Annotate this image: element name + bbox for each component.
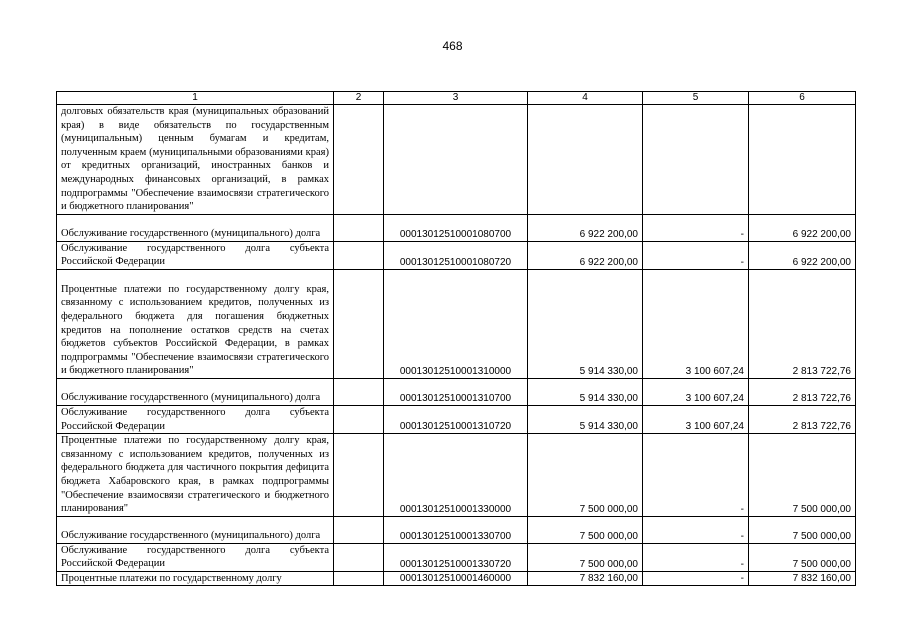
row-description: Обслуживание государственного (муниципального) долга <box>57 516 334 543</box>
table-row <box>57 214 856 241</box>
row-col2 <box>334 105 384 215</box>
table-row <box>57 378 856 405</box>
row-col4: 6 922 200,00 <box>528 241 643 269</box>
row-description: долговых обязательств края (муниципальных образований края) в виде обязательств по государственным (муниципальным) ценным бумагам и кредитам, полученным краем (муниципальными образованиями края) от кредитных организаций, иностранных банков и международных финансовых организаций, в рамках подпрограммы "Обеспечение взаимосвязи стратегического и бюджетного планирования" <box>57 105 334 215</box>
row-col4 <box>528 105 643 215</box>
budget-table <box>56 91 856 586</box>
row-col5: - <box>643 241 749 269</box>
row-col2 <box>334 241 384 269</box>
row-description: Процентные платежи по государственному долгу края, связанному с использованием кредитов, полученных из федерального бюджета для частичного покрытия дефицита бюджета Хабаровского края, в рамках подпрограммы "Обеспечение взаимосвязи стратегического и бюджетного планирования" <box>57 434 334 517</box>
row-col4: 7 500 000,00 <box>528 516 643 543</box>
row-col6: 6 922 200,00 <box>749 214 856 241</box>
table-row <box>57 269 856 378</box>
row-col2 <box>334 434 384 517</box>
row-code: 00013012510001310720 <box>384 405 528 433</box>
column-header-6: 6 <box>749 92 856 105</box>
row-col6 <box>749 105 856 215</box>
table-row <box>57 434 856 517</box>
row-col5: - <box>643 543 749 571</box>
row-code: 00013012510001080700 <box>384 214 528 241</box>
row-col6: 2 813 722,76 <box>749 405 856 433</box>
page-number: 468 <box>442 39 463 53</box>
row-col2 <box>334 571 384 586</box>
row-col2 <box>334 516 384 543</box>
row-col4: 5 914 330,00 <box>528 405 643 433</box>
row-col2 <box>334 269 384 378</box>
row-code: 00013012510001310700 <box>384 378 528 405</box>
row-code: 00013012510001310000 <box>384 269 528 378</box>
row-col5: - <box>643 516 749 543</box>
row-col2 <box>334 214 384 241</box>
row-description: Обслуживание государственного (муниципального) долга <box>57 214 334 241</box>
table-row <box>57 543 856 571</box>
column-header-5: 5 <box>643 92 749 105</box>
row-col2 <box>334 405 384 433</box>
header-row <box>57 92 856 105</box>
row-col2 <box>334 543 384 571</box>
row-col5: - <box>643 434 749 517</box>
table-row <box>57 516 856 543</box>
row-col4: 6 922 200,00 <box>528 214 643 241</box>
row-description: Обслуживание государственного (муниципального) долга <box>57 378 334 405</box>
row-code: 00013012510001330000 <box>384 434 528 517</box>
column-header-4: 4 <box>528 92 643 105</box>
row-col4: 7 500 000,00 <box>528 434 643 517</box>
row-col5: - <box>643 214 749 241</box>
row-col5: 3 100 607,24 <box>643 405 749 433</box>
column-header-2: 2 <box>334 92 384 105</box>
row-col6: 7 500 000,00 <box>749 543 856 571</box>
row-col4: 7 500 000,00 <box>528 543 643 571</box>
row-description: Процентные платежи по государственному долгу края, связанному с использованием кредитов, полученных из федерального бюджета для погашения бюджетных кредитов на пополнение остатков средств на счетах бюджетов субъектов Российской Федерации, в рамках подпрограммы "Обеспечение взаимосвязи стратегического и бюджетного планирования" <box>57 269 334 378</box>
table-row <box>57 105 856 215</box>
row-col4: 5 914 330,00 <box>528 378 643 405</box>
row-col6: 6 922 200,00 <box>749 241 856 269</box>
row-col5: 3 100 607,24 <box>643 378 749 405</box>
row-col4: 7 832 160,00 <box>528 571 643 586</box>
table-row <box>57 241 856 269</box>
row-col5: 3 100 607,24 <box>643 269 749 378</box>
row-description: Обслуживание государственного долга субъекта Российской Федерации <box>57 241 334 269</box>
row-col4: 5 914 330,00 <box>528 269 643 378</box>
row-code: 00013012510001460000 <box>384 571 528 586</box>
row-col6: 2 813 722,76 <box>749 269 856 378</box>
row-col6: 7 500 000,00 <box>749 516 856 543</box>
row-col2 <box>334 378 384 405</box>
column-header-3: 3 <box>384 92 528 105</box>
table-row <box>57 405 856 433</box>
row-description: Обслуживание государственного долга субъекта Российской Федерации <box>57 543 334 571</box>
row-col5: - <box>643 571 749 586</box>
row-code: 00013012510001080720 <box>384 241 528 269</box>
row-description: Обслуживание государственного долга субъекта Российской Федерации <box>57 405 334 433</box>
row-code: 00013012510001330700 <box>384 516 528 543</box>
row-code: 00013012510001330720 <box>384 543 528 571</box>
row-code <box>384 105 528 215</box>
row-col6: 7 832 160,00 <box>749 571 856 586</box>
table-row <box>57 571 856 586</box>
row-description: Процентные платежи по государственному долгу <box>57 571 334 586</box>
row-col6: 7 500 000,00 <box>749 434 856 517</box>
column-header-1: 1 <box>57 92 334 105</box>
row-col6: 2 813 722,76 <box>749 378 856 405</box>
row-col5 <box>643 105 749 215</box>
